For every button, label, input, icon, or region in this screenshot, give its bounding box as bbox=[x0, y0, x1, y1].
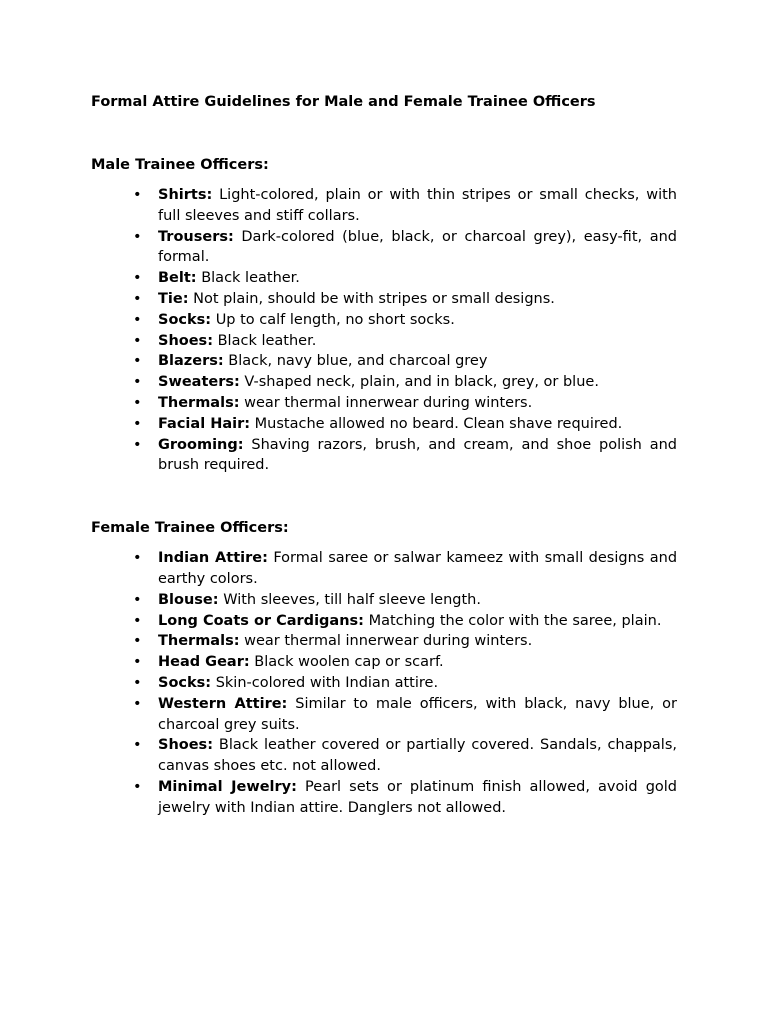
list-item bbox=[91, 289, 677, 310]
list-item bbox=[91, 611, 677, 632]
bullet-icon: • bbox=[133, 290, 142, 307]
item-term: Socks: bbox=[158, 674, 212, 691]
item-term: Thermals: bbox=[158, 394, 240, 411]
item-description: Skin-colored with Indian attire. bbox=[215, 674, 439, 691]
female-guidelines-list bbox=[91, 548, 677, 818]
list-item bbox=[91, 351, 677, 372]
item-term: Thermals: bbox=[158, 633, 240, 650]
bullet-icon: • bbox=[133, 550, 142, 567]
item-description: wear thermal innerwear during winters. bbox=[244, 633, 533, 650]
bullet-icon: • bbox=[133, 633, 142, 650]
bullet-icon: • bbox=[133, 374, 142, 391]
item-term: Shoes: bbox=[158, 737, 213, 754]
item-term: Long Coats or Cardigans: bbox=[158, 612, 364, 629]
item-description: Black, navy blue, and charcoal grey bbox=[228, 353, 488, 370]
item-term: Indian Attire: bbox=[158, 550, 268, 567]
bullet-icon: • bbox=[133, 394, 142, 411]
list-item bbox=[91, 393, 677, 414]
list-item bbox=[91, 694, 677, 736]
item-term: Tie: bbox=[158, 290, 189, 307]
bullet-icon: • bbox=[133, 415, 142, 432]
list-item bbox=[91, 735, 677, 777]
male-guidelines-list bbox=[91, 185, 677, 476]
item-description: Pearl sets or platinum finish allowed, avoid gold jewelry with Indian attire. Danglers not allowed. bbox=[158, 778, 678, 816]
list-item bbox=[91, 435, 677, 477]
item-term: Minimal Jewelry: bbox=[158, 778, 297, 795]
list-item bbox=[91, 227, 677, 269]
item-description: Similar to male officers, with black, navy blue, or charcoal grey suits. bbox=[158, 695, 677, 733]
document-title: Formal Attire Guidelines for Male and Female Trainee Officers bbox=[91, 94, 596, 110]
list-item bbox=[91, 268, 677, 289]
bullet-icon: • bbox=[133, 436, 142, 453]
document-page bbox=[91, 92, 677, 819]
bullet-icon: • bbox=[133, 228, 142, 245]
item-description: Matching the color with the saree, plain. bbox=[368, 612, 662, 629]
bullet-icon: • bbox=[133, 737, 142, 754]
item-description: Black leather. bbox=[217, 332, 317, 349]
item-term: Socks: bbox=[158, 311, 212, 328]
item-description: Black woolen cap or scarf. bbox=[254, 654, 444, 671]
item-term: Head Gear: bbox=[158, 654, 250, 671]
item-term: Belt: bbox=[158, 270, 197, 287]
bullet-icon: • bbox=[133, 778, 142, 795]
female-section-heading: Female Trainee Officers: bbox=[91, 520, 289, 537]
item-description: Shaving razors, brush, and cream, and shoe polish and brush required. bbox=[158, 436, 677, 474]
list-item bbox=[91, 185, 677, 227]
item-description: Black leather covered or partially covered. Sandals, chappals, canvas shoes etc. not allowed. bbox=[158, 737, 677, 775]
item-description: wear thermal innerwear during winters. bbox=[244, 394, 533, 411]
item-term: Sweaters: bbox=[158, 374, 240, 391]
item-term: Shirts: bbox=[158, 187, 213, 203]
item-term: Trousers: bbox=[158, 228, 234, 245]
bullet-icon: • bbox=[133, 612, 142, 629]
list-item bbox=[91, 331, 677, 352]
item-description: Black leather. bbox=[201, 270, 300, 287]
item-term: Facial Hair: bbox=[158, 415, 251, 432]
bullet-icon: • bbox=[133, 187, 142, 203]
list-item bbox=[91, 548, 677, 590]
item-description: Dark-colored (blue, black, or charcoal grey), easy-fit, and formal. bbox=[158, 228, 677, 266]
bullet-icon: • bbox=[133, 674, 142, 691]
bullet-icon: • bbox=[133, 270, 142, 287]
item-description: Formal saree or salwar kameez with small designs and earthy colors. bbox=[158, 550, 678, 587]
item-term: Blazers: bbox=[158, 353, 224, 370]
list-item bbox=[91, 590, 677, 611]
item-description: Mustache allowed no beard. Clean shave required. bbox=[254, 415, 623, 432]
list-item bbox=[91, 414, 677, 435]
item-description: Up to calf length, no short socks. bbox=[215, 311, 455, 328]
list-item bbox=[91, 310, 677, 331]
list-item bbox=[91, 372, 677, 393]
bullet-icon: • bbox=[133, 591, 142, 608]
item-description: Not plain, should be with stripes or small designs. bbox=[193, 290, 555, 307]
item-description: With sleeves, till half sleeve length. bbox=[223, 591, 481, 608]
list-item bbox=[91, 777, 677, 819]
item-description: V-shaped neck, plain, and in black, grey, or blue. bbox=[244, 374, 599, 391]
list-item bbox=[91, 631, 677, 652]
item-term: Shoes: bbox=[158, 332, 213, 349]
bullet-icon: • bbox=[133, 332, 142, 349]
item-term: Blouse: bbox=[158, 591, 219, 608]
list-item bbox=[91, 673, 677, 694]
bullet-icon: • bbox=[133, 311, 142, 328]
bullet-icon: • bbox=[133, 353, 142, 370]
bullet-icon: • bbox=[133, 695, 142, 712]
item-term: Grooming: bbox=[158, 436, 244, 453]
item-term: Western Attire: bbox=[158, 695, 288, 712]
list-item bbox=[91, 652, 677, 673]
item-description: Light-colored, plain or with thin stripes or small checks, with full sleeves and stiff collars. bbox=[158, 187, 677, 224]
bullet-icon: • bbox=[133, 654, 142, 671]
male-section-heading: Male Trainee Officers: bbox=[91, 157, 269, 173]
